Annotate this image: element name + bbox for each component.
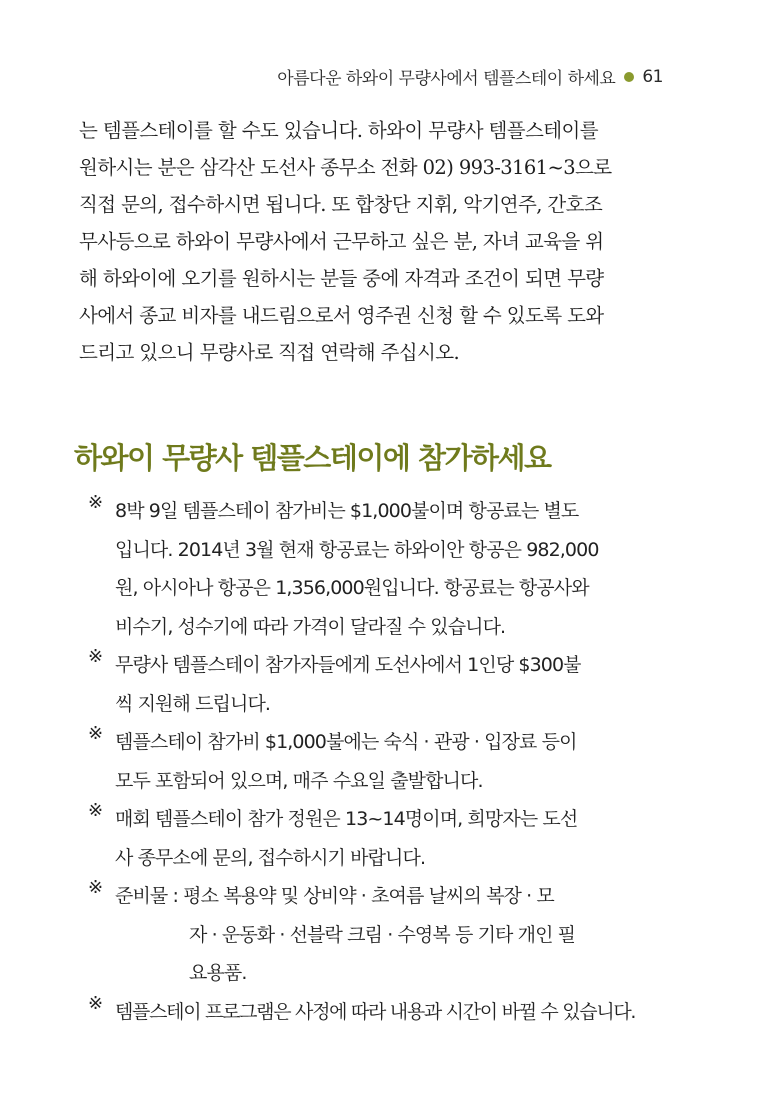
note-line: 준비물 : 평소 복용약 및 상비약 · 초여름 날씨의 복장 · 모 <box>115 885 554 907</box>
reference-mark-icon: ※ <box>88 646 103 667</box>
paragraph-line: 무사등으로 하와이 무량사에서 근무하고 싶은 분, 자녀 교육을 위 <box>79 230 604 253</box>
reference-mark-icon: ※ <box>88 992 103 1014</box>
note-line: 원, 아시아나 항공은 1,356,000원입니다. 항공료는 항공사와 <box>115 577 589 599</box>
note-item <box>88 492 668 646</box>
note-item <box>88 646 668 723</box>
paragraph-line: 원하시는 분은 삼각산 도선사 종무소 전화 02) 993-3161~3으로 <box>79 156 612 179</box>
paragraph-line: 해 하와이에 오기를 원하시는 분들 중에 자격과 조건이 되면 무량 <box>79 267 604 290</box>
note-item <box>88 723 668 800</box>
running-header <box>277 64 663 89</box>
section-heading: 하와이 무량사 템플스테이에 참가하세요 <box>74 441 551 475</box>
reference-mark-icon: ※ <box>88 877 103 898</box>
notes-list <box>88 492 668 1031</box>
note-line: 템플스테이 프로그램은 사정에 따라 내용과 시간이 바뀔 수 있습니다. <box>115 1000 636 1023</box>
paragraph-line: 사에서 종교 비자를 내드림으로서 영주권 신청 할 수 있도록 도와 <box>79 304 604 327</box>
body-paragraph <box>79 112 679 371</box>
note-line: 사 종무소에 문의, 접수하시기 바랍니다. <box>115 846 426 869</box>
note-line: 무량사 템플스테이 참가자들에게 도선사에서 1인당 $300불 <box>115 654 581 676</box>
page-number: 61 <box>642 66 663 87</box>
note-line: 입니다. 2014년 3월 현재 항공료는 하와이안 항공은 982,000 <box>115 538 599 561</box>
note-line: 매회 템플스테이 참가 정원은 13~14명이며, 희망자는 도선 <box>115 808 578 830</box>
paragraph-line: 는 템플스테이를 할 수도 있습니다. 하와이 무량사 템플스테이를 <box>79 119 598 142</box>
paragraph-line: 직접 문의, 접수하시면 됩니다. 또 합창단 지휘, 악기연주, 간호조 <box>79 193 603 216</box>
note-line: 템플스테이 참가비 $1,000불에는 숙식 · 관광 · 입장료 등이 <box>115 731 577 753</box>
note-item <box>88 993 668 1032</box>
note-line: 씩 지원해 드립니다. <box>115 692 271 715</box>
note-line: 요용품. <box>189 962 247 984</box>
note-line: 자 · 운동화 · 선블락 크림 · 수영복 등 기타 개인 필 <box>189 923 576 946</box>
reference-mark-icon: ※ <box>88 492 103 513</box>
note-line: 8박 9일 템플스테이 참가비는 $1,000불이며 항공료는 별도 <box>115 500 579 522</box>
reference-mark-icon: ※ <box>88 723 103 744</box>
running-title: 아름다운 하와이 무량사에서 템플스테이 하세요 <box>277 69 616 89</box>
reference-mark-icon: ※ <box>88 800 103 821</box>
note-item <box>88 877 668 993</box>
note-item <box>88 800 668 877</box>
bullet-dot-icon <box>624 72 634 82</box>
paragraph-line: 드리고 있으니 무량사로 직접 연락해 주십시오. <box>79 341 460 364</box>
note-line: 비수기, 성수기에 따라 가격이 달라질 수 있습니다. <box>115 615 506 638</box>
note-line: 모두 포함되어 있으며, 매주 수요일 출발합니다. <box>115 769 483 792</box>
